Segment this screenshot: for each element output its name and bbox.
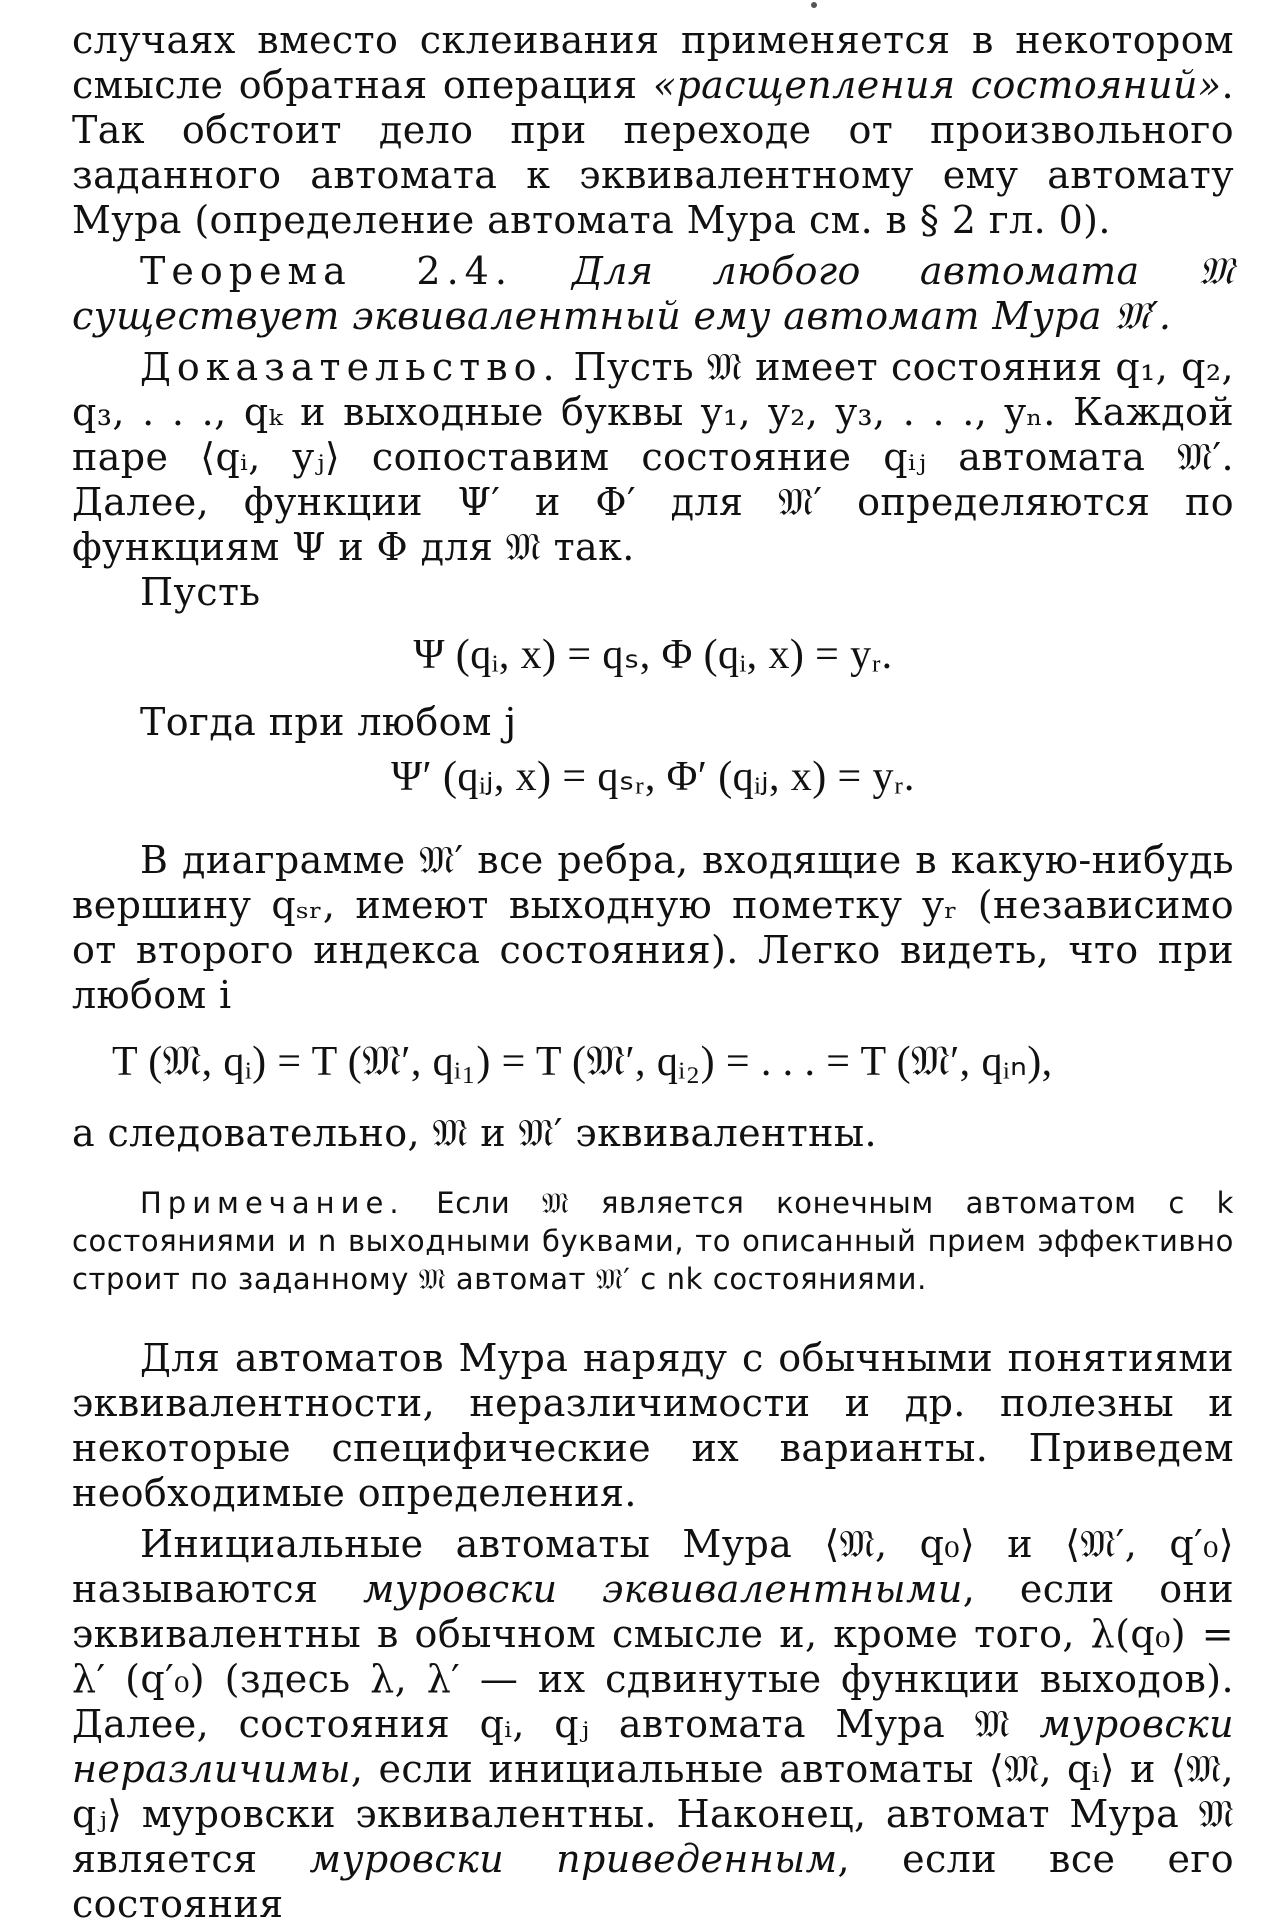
proof-text: Пусть 𝔐 имеет состояния q₁, q₂, q₃, . . ., qₖ и выходные буквы y₁, y₂, y₃, . . ., yₙ. Каждой паре ⟨qᵢ, yⱼ⟩ сопоставим состояние qᵢⱼ автомата 𝔐′. Далее, функции Ψ′ и Φ′ для 𝔐′ определяются по функциям Ψ и Φ для 𝔐 так. [72,345,1234,569]
conclusion-line: а следовательно, 𝔐 и 𝔐′ эквивалентны. [72,1111,878,1155]
theorem-statement: Для любого автомата 𝔐 существует эквивалентный ему автомат Мура 𝔐′. [72,249,1234,338]
proof-paragraph [72,345,1234,570]
diagram-paragraph: В диаграмме 𝔐′ все ребра, входящие в какую-нибудь вершину qₛᵣ, имеют выходную пометку yᵣ (независимо от второго индекса состояния). Легко видеть, что при любом i [72,838,1234,1017]
remark-label: Примечание. [140,1186,405,1220]
moore-variants-paragraph: Для автоматов Мура наряду с обычными понятиями эквивалентности, неразличимости и др. полезны и некоторые специфические их варианты. Приведем необходимые определения. [72,1336,1234,1515]
remark-text: Если 𝔐 является конечным автоматом с k состояниями и n выходными буквами, то описанный прием эффективно строит по заданному 𝔐 автомат 𝔐′ с nk состояниями. [72,1186,1234,1296]
term-moore-equivalent: муровски эквивалентными [362,1567,963,1611]
text-run: , если инициальные автоматы ⟨𝔐, qᵢ⟩ и ⟨𝔐, qⱼ⟩ муровски эквивалентны. Наконец, автомат Мура 𝔐 является [72,1747,1234,1881]
paragraph-split-states [72,18,1234,243]
text-run: , если все его состояния [72,1837,1234,1926]
text-run: Инициальные автоматы Мура ⟨𝔐, q₀⟩ и ⟨𝔐′, q′₀⟩ называются [72,1522,1234,1611]
theorem-label: Теорема 2.4. [140,249,513,293]
text-run: случаях вместо склеивания применяется в некотором смысле обратная операция [72,18,1234,107]
text-run: . Так обстоит дело при переходе от произвольного заданного автомата к эквивалентному ему автомату Мура (определение автомата Мура см. в § 2 гл. 0). [72,63,1234,242]
formula-transition: Ψ (qᵢ, x) = qₛ, Φ (qᵢ, x) = yᵣ. [413,632,893,678]
book-page [72,18,1234,1927]
proof-label: Доказательство. [140,345,561,389]
let-line: Пусть [140,570,261,614]
remark-block [72,1184,1234,1298]
term-moore-indistinguishable: муровски неразличимы [72,1702,1234,1791]
term-moore-reduced: муровски приведенным [309,1837,838,1881]
emphasis-split-states: «расщепления состояний» [652,63,1222,107]
formula-moore-transition: Ψ′ (qᵢⱼ, x) = qₛᵣ, Φ′ (qᵢⱼ, x) = yᵣ. [391,754,915,800]
moore-definitions-paragraph [72,1522,1234,1927]
text-run: , если они эквивалентны в обычном смысле и, кроме того, λ(q₀) = λ′ (q′₀) (здесь λ, λ′ — их сдвинутые функции выходов). Далее, состояния qᵢ, qⱼ автомата Мура 𝔐 [72,1567,1234,1746]
scan-speck [811,2,817,8]
then-line: Тогда при любом j [140,700,517,744]
formula-equivalence-chain: T (𝔐, qᵢ) = T (𝔐′, qᵢ₁) = T (𝔐′, qᵢ₂) = . . . = T (𝔐′, qᵢₙ), [112,1039,1053,1085]
theorem-2-4 [72,249,1234,339]
remark-paragraph [72,1184,1234,1298]
